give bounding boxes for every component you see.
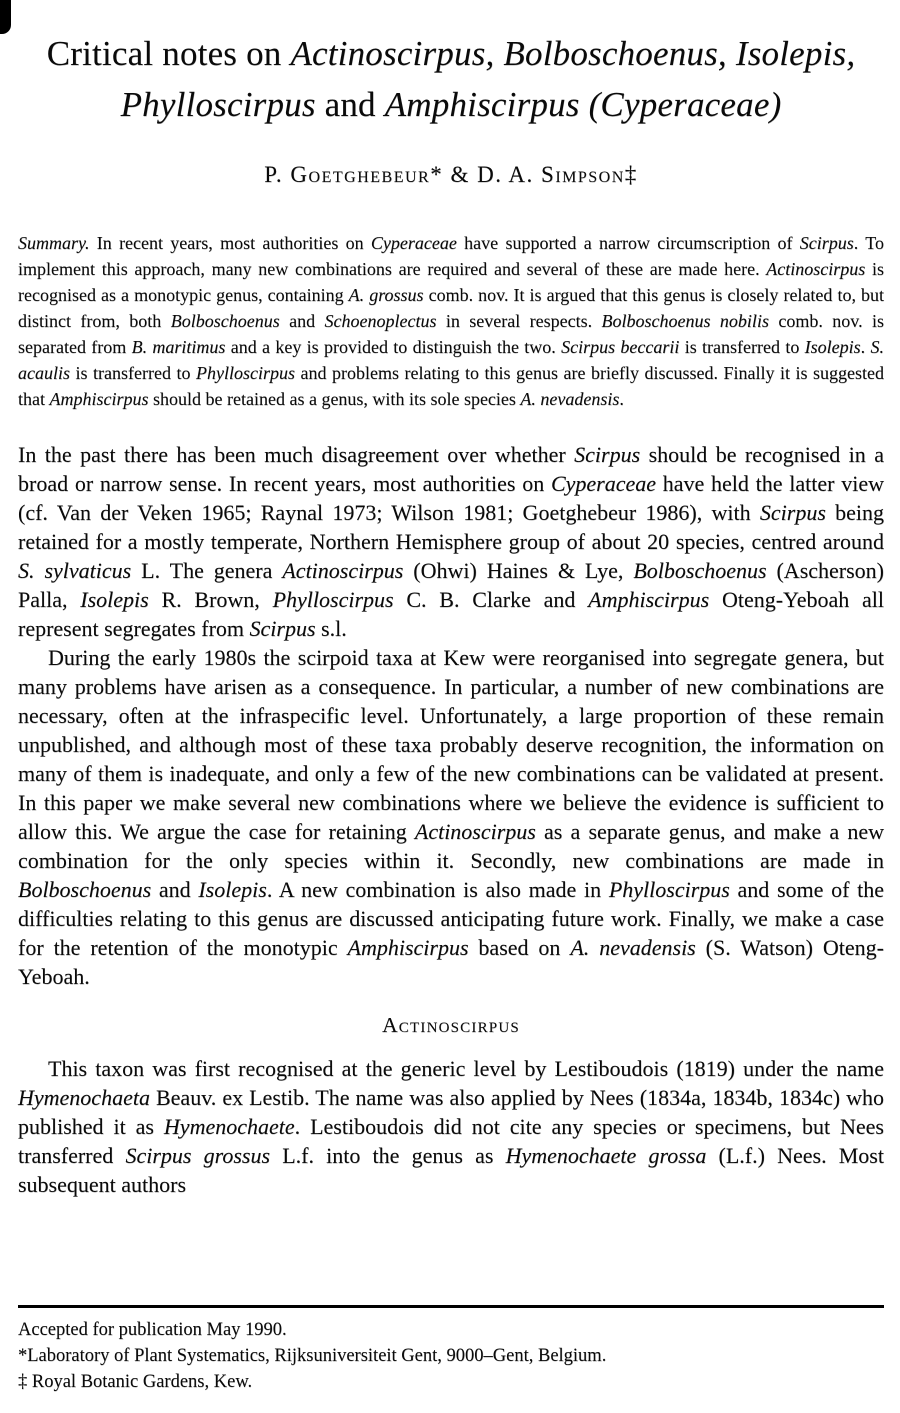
footnotes-block [18,1305,884,1395]
summary-paragraph: Summary. In recent years, most authorities on Cyperaceae have supported a narrow circumscription of Scirpus. To implement this approach, many new combinations are required and several of these are made here. Actinoscirpus is recognised as a monotypic genus, containing A. grossus comb. nov. It is argued that this genus is closely related to, but distinct from, both Bolboschoenus and Schoenoplectus in several respects. Bolboschoenus nobilis comb. nov. is separated from B. maritimus and a key is provided to distinguish the two. Scirpus beccarii is transferred to Isolepis. S. acaulis is transferred to Phylloscirpus and problems relating to this genus are briefly discussed. Finally it is suggested that Amphiscirpus should be retained as a genus, with its sole species A. nevadensis. [18,233,884,409]
body-paragraph-2: During the early 1980s the scirpoid taxa at Kew were reorganised into segregate genera, but many problems have arisen as a consequence. In particular, a number of new combinations are necessary, often at the infraspecific level. Unfortunately, a large proportion of these remain unpublished, and although most of these taxa probably deserve recognition, the information on many of them is inadequate, and only a few of the new combinations can be validated at present. In this paper we make several new combinations where we believe the evidence is sufficient to allow this. We argue the case for retaining Actinoscirpus as a separate genus, and make a new combination for the only species within it. Secondly, new combinations are made in Bolboschoenus and Isolepis. A new combination is also made in Phylloscirpus and some of the difficulties relating to this genus are discussed anticipating future work. Finally, we make a case for the retention of the monotypic Amphiscirpus based on A. nevadensis (S. Watson) Oteng-Yeboah. [18,645,885,989]
footnote-affiliation-simpson: ‡ Royal Botanic Gardens, Kew. [18,1372,253,1392]
title-line-1: Critical notes on Actinoscirpus, Bolboschoenus, Isolepis, [46,34,856,73]
body-paragraph-1: In the past there has been much disagreement over whether Scirpus should be recognised in a broad or narrow sense. In recent years, most authorities on Cyperaceae have held the latter view (cf. Van der Veken 1965; Raynal 1973; Wilson 1981; Goetghebeur 1986), with Scirpus being retained for a mostly temperate, Northern Hemisphere group of about 20 species, centred around S. sylvaticus L. The genera Actinoscirpus (Ohwi) Haines & Lye, Bolboschoenus (Ascherson) Palla, Isolepis R. Brown, Phylloscirpus C. B. Clarke and Amphiscirpus Oteng-Yeboah all represent segregates from Scirpus s.l. [18,442,885,641]
footnote-rule [18,1305,884,1308]
page-title [18,28,884,130]
authors-line: P. Goetghebeur* & D. A. Simpson‡ [264,162,638,187]
scan-corner-artifact [0,0,11,34]
title-line-2: Phylloscirpus and Amphiscirpus (Cyperaceae) [120,85,782,124]
section-heading-actinoscirpus: Actinoscirpus [382,1013,520,1037]
body-paragraph-3: This taxon was first recognised at the generic level by Lestiboudois (1819) under the name Hymenochaeta Beauv. ex Lestib. The name was also applied by Nees (1834a, 1834b, 1834c) who published it as Hymenochaete. Lestiboudois did not cite any species or specimens, but Nees transferred Scirpus grossus L.f. into the genus as Hymenochaete grossa (L.f.) Nees. Most subsequent authors [18,1056,884,1197]
footnote-affiliation-goetghebeur: *Laboratory of Plant Systematics, Rijksuniversiteit Gent, 9000–Gent, Belgium. [18,1346,607,1366]
footnote-accepted: Accepted for publication May 1990. [18,1320,287,1340]
